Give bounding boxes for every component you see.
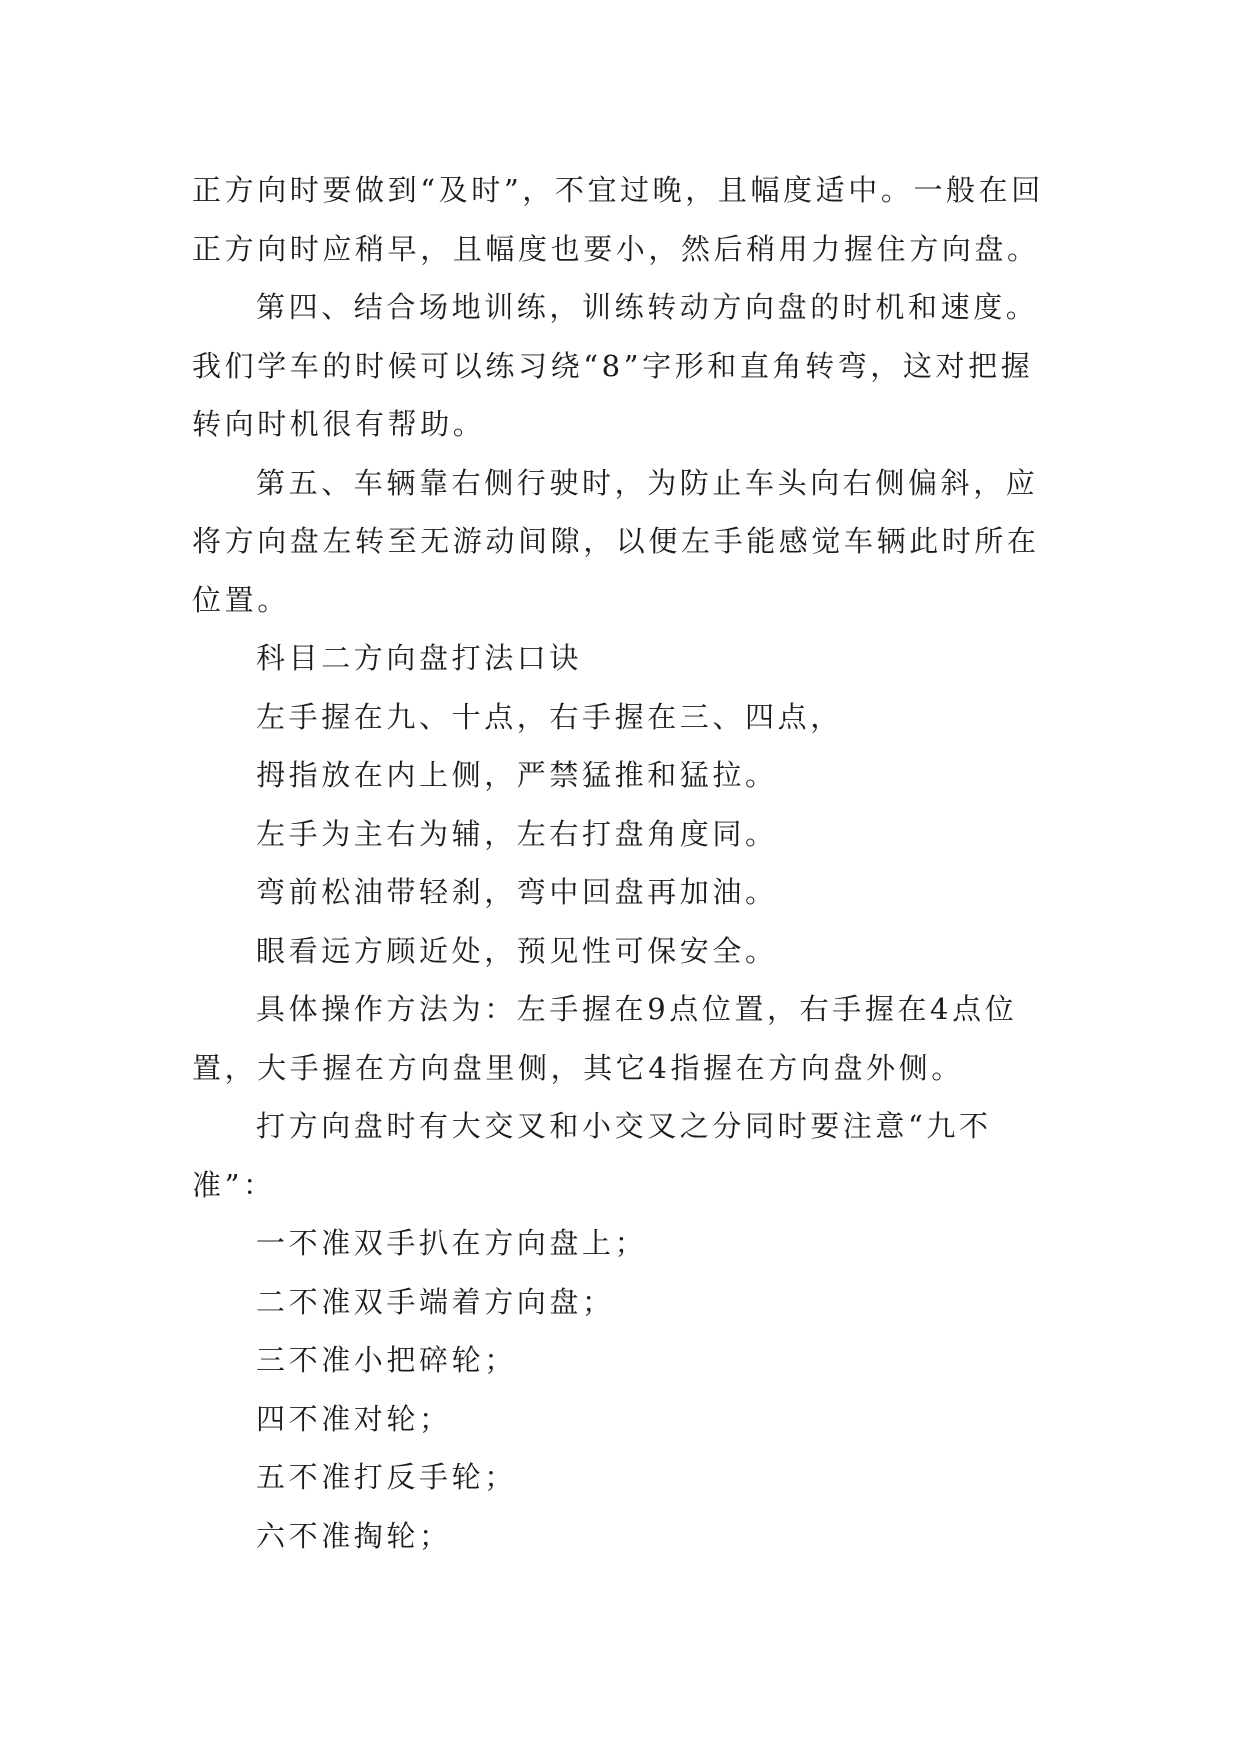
paragraph-item-5: 第五、车辆靠右侧行驶时，为防止车头向右侧偏斜，应将方向盘左转至无游动间隙，以便左手能感觉车辆此时所在位置。 <box>192 465 1040 617</box>
mnemonic-line: 左手为主右为辅，左右打盘角度同。 <box>256 816 778 851</box>
rule-list-item: 六不准掏轮； <box>256 1518 452 1553</box>
rule-list-item: 五不准打反手轮； <box>256 1460 517 1494</box>
mnemonic-line: 拇指放在内上侧，严禁猛推和猛拉。 <box>256 758 778 792</box>
operation-method-paragraph: 具体操作方法为：左手握在9点位置，右手握在4点位置，大手握在方向盘里侧，其它4指握在方向盘外侧。 <box>192 992 1018 1085</box>
paragraph-item-4: 第四、结合场地训练，训练转动方向盘的时机和速度。我们学车的时候可以练习绕“8”字形和直角转弯，这对把握转向时机很有帮助。 <box>192 290 1039 441</box>
rule-list-item: 一不准双手扒在方向盘上； <box>256 1226 648 1260</box>
rule-list-item: 二不准双手端着方向盘； <box>256 1284 615 1319</box>
nine-rules-intro: 打方向盘时有大交叉和小交叉之分同时要注意“九不准”： <box>192 1109 992 1202</box>
mnemonic-line: 弯前松油带轻刹，弯中回盘再加油。 <box>256 875 778 909</box>
section-heading: 科目二方向盘打法口诀 <box>256 641 583 675</box>
mnemonic-line: 眼看远方顾近处，预见性可保安全。 <box>256 933 778 968</box>
rule-list-item: 四不准对轮； <box>256 1401 452 1436</box>
mnemonic-line: 左手握在九、十点，右手握在三、四点， <box>256 699 843 734</box>
rule-list-item: 三不准小把碎轮； <box>256 1343 517 1377</box>
paragraph-continuation: 正方向时要做到“及时”，不宜过晚，且幅度适中。一般在回正方向时应稍早，且幅度也要小，然后稍用力握住方向盘。 <box>192 173 1044 266</box>
document-body <box>192 161 1052 1565</box>
